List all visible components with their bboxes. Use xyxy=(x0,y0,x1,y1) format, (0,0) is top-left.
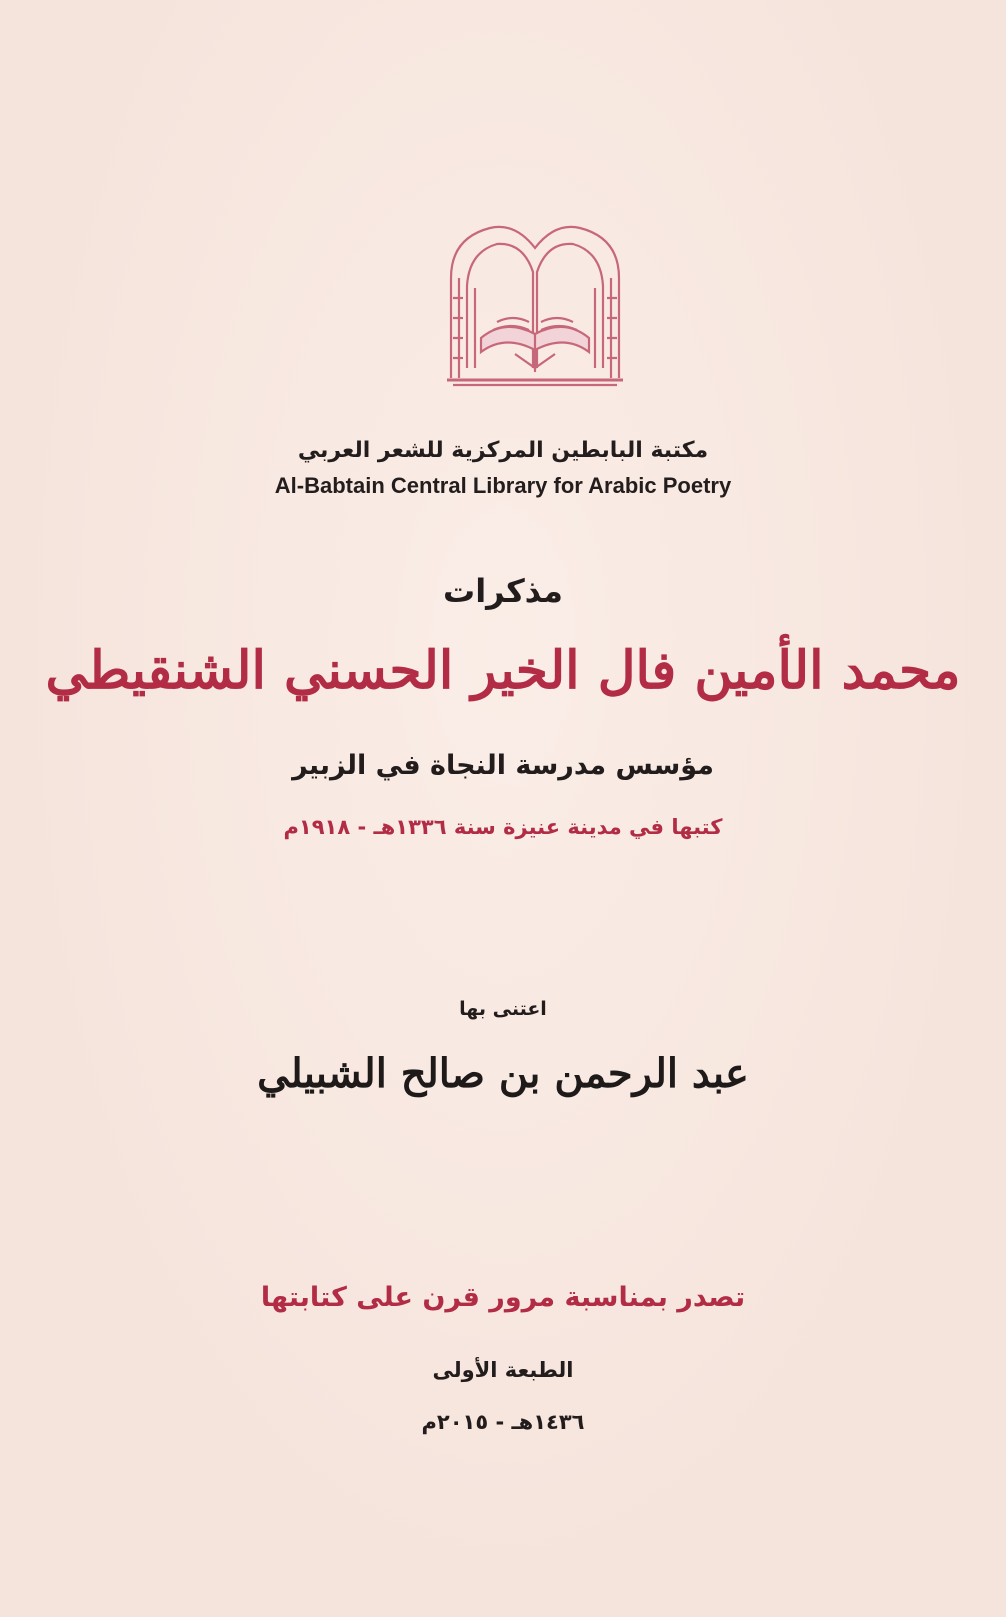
written-date-note: كتبها في مدينة عنيزة سنة ١٣٣٦هـ - ١٩١٨م xyxy=(283,815,723,839)
library-logo-icon xyxy=(445,218,625,390)
editor-name: عبد الرحمن بن صالح الشبيلي xyxy=(257,1050,749,1097)
publication-year: ١٤٣٦هـ - ٢٠١٥م xyxy=(421,1410,585,1434)
edition-label: الطبعة الأولى xyxy=(432,1358,574,1382)
library-name-arabic: مكتبة البابطين المركزية للشعر العربي xyxy=(297,438,709,463)
library-name-english: Al-Babtain Central Library for Arabic Poetry xyxy=(274,473,732,498)
publication-occasion: تصدر بمناسبة مرور قرن على كتابتها xyxy=(260,1282,746,1313)
book-label: مذكرات xyxy=(443,572,563,610)
book-subtitle: مؤسس مدرسة النجاة في الزبير xyxy=(292,750,714,781)
editor-label: اعتنى بها xyxy=(459,998,547,1020)
book-author-title: محمد الأمين فال الخير الحسني الشنقيطي xyxy=(45,640,961,701)
